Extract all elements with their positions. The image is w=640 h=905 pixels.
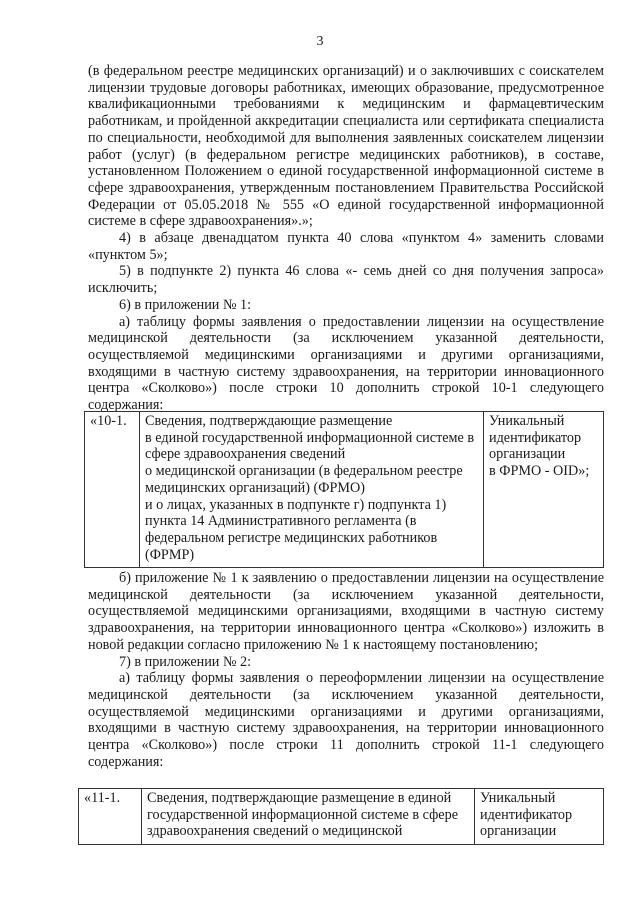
- cell-line: организации: [480, 823, 557, 840]
- cell-line: организации: [489, 446, 566, 463]
- table-cell-number: «10-1.: [85, 412, 140, 568]
- table-row-11-1: [78, 788, 604, 845]
- cell-line: в единой государственной информационной системе в: [145, 429, 475, 446]
- cell-line: (ФРМР): [145, 546, 195, 563]
- table-cell-identifier: [475, 789, 604, 845]
- paragraph: 4) в абзаце двенадцатом пункта 40 слова «пунктом 4» заменить словами «пунктом 5»;: [88, 230, 604, 263]
- cell-line: о медицинской организации (в федеральном реестре: [145, 463, 463, 480]
- paragraph: а) таблицу формы заявления о предоставлении лицензии на осуществление медицинской деятельности (за исключением указанной деятельности, осуществляемой медицинскими организациями и другими организациями, входящими в частную систему здравоохранения, на территории инновационного центра «Сколково») после строки 10 дополнить строкой 10-1 следующего содержания:: [88, 313, 604, 414]
- cell-line: Уникальный: [480, 790, 556, 806]
- text-block-2: [88, 570, 604, 770]
- table-cell-description: [140, 412, 484, 568]
- cell-line: федеральном регистре медицинских работников: [145, 529, 438, 546]
- paragraph: 5) в подпункте 2) пункта 46 слова «- семь дней со дня получения запроса» исключить;: [88, 263, 604, 297]
- cell-line: государственной информационной системе в сфере: [147, 806, 458, 823]
- table-cell-identifier: [484, 412, 604, 568]
- cell-line: медицинских организаций) (ФРМО): [145, 479, 365, 496]
- cell-line: Уникальный: [489, 413, 565, 429]
- cell-line: Сведения, подтверждающие размещение: [145, 413, 393, 429]
- text-block-1: [88, 63, 604, 414]
- cell-line: здравоохранения сведений о медицинской: [147, 823, 403, 840]
- paragraph: 6) в приложении № 1:: [119, 296, 252, 313]
- page-number: 3: [316, 34, 324, 49]
- cell-line: Сведения, подтверждающие размещение в единой: [147, 790, 452, 806]
- table-cell-description: [142, 789, 475, 845]
- cell-line: и о лицах, указанных в подпункте г) подпункта 1): [145, 496, 447, 513]
- cell-line: идентификатор: [489, 429, 582, 446]
- paragraph: б) приложение № 1 к заявлению о предоставлении лицензии на осуществление медицинской деятельности (за исключением указанной деятельности, осуществляемой медицинскими организациями, входящими в частную систему здравоохранения, на территории инновационного центра «Сколково») изложить в новой редакции согласно приложению № 1 к настоящему постановлению;: [88, 570, 604, 653]
- cell-line: пункта 14 Административного регламента (в: [145, 513, 417, 530]
- cell-line: идентификатор: [480, 806, 573, 823]
- paragraph: 7) в приложении № 2:: [119, 653, 252, 670]
- cell-line: сфере здравоохранения сведений: [145, 446, 346, 463]
- table-cell-number: «11-1.: [79, 789, 142, 845]
- paragraph: а) таблицу формы заявления о переоформлении лицензии на осуществление медицинской деятельности (за исключением указанной деятельности, осуществляемой медицинскими организациями и другими организациями, входящими в частную систему здравоохранения, на территории инновационного центра «Сколково») после строки 11 дополнить строкой 11-1 следующего содержания:: [88, 670, 604, 770]
- table-row-10-1: [84, 411, 604, 568]
- paragraph: (в федеральном реестре медицинских организаций) и о заключивших с соискателем лицензии трудовые договоры работниках, имеющих образование, предусмотренное квалификационными требованиями к медицинским и фармацевтическим работникам, и пройденной аккредитации специалиста или сертификата специалиста по специальности, необходимой для выполнения заявленных соискателем лицензии работ (услуг) (в федеральном регистре медицинских работников), в составе, установленном Положением о единой государственной информационной системе в сфере здравоохранения, утвержденным постановлением Правительства Российской Федерации от 05.05.2018 № 555 «О единой государственной информационной системе в сфере здравоохранения».»;: [88, 63, 604, 230]
- cell-line: в ФРМО - OID»;: [489, 463, 590, 480]
